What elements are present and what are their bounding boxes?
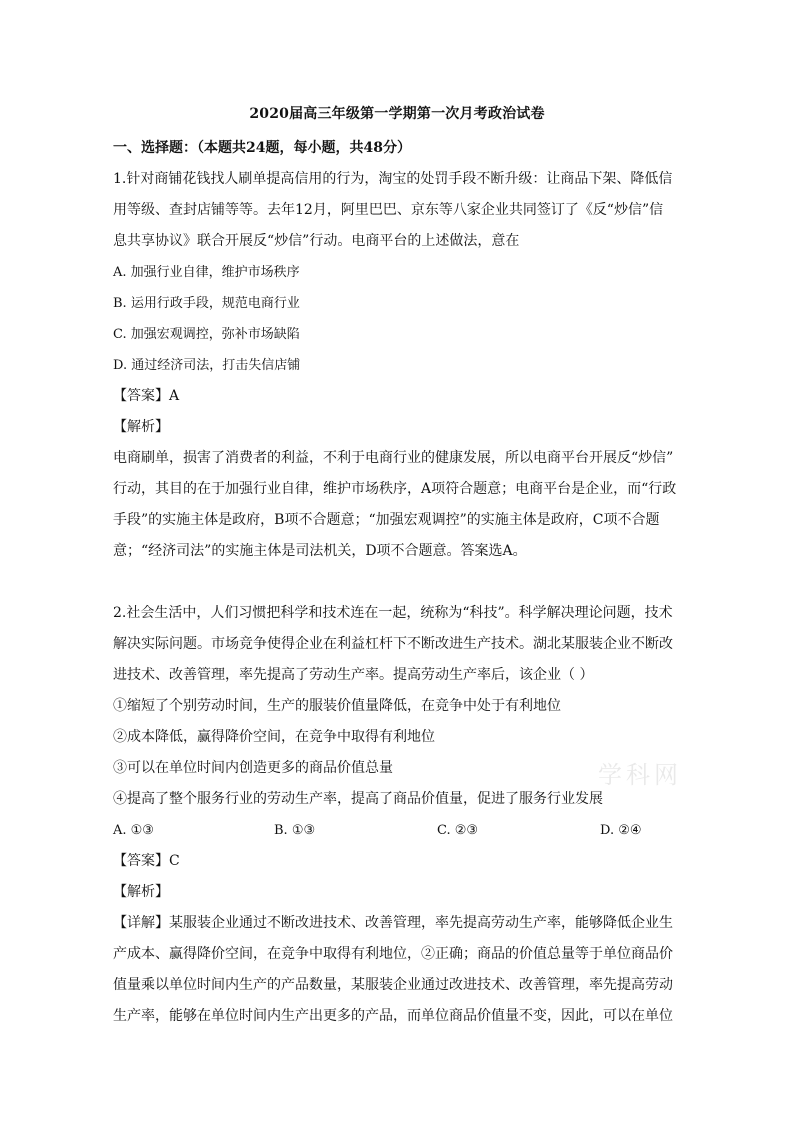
q1-analysis-line: 行动，其目的在于加强行业自律，维护市场秩序，A项符合题意；电商平台是企业，而“行政 <box>113 481 677 497</box>
q2-analysis-line: 产成本、赢得降价空间，在竞争中取得有利地位，②正确；商品的价值总量等于单位商品价 <box>113 946 673 962</box>
q1-answer: 【答案】A <box>113 388 180 404</box>
q2-analysis-line: 值量乘以单位时间内生产的产品数量，某服装企业通过改进技术、改善管理，率先提高劳动 <box>113 977 673 993</box>
q2-choice-c: C. ②③ <box>437 823 479 838</box>
q1-option-b: B. 运用行政手段，规范电商行业 <box>113 296 300 311</box>
q1-option-d: D. 通过经济司法，打击失信店铺 <box>113 358 301 373</box>
q1-analysis-line: 电商刷单，损害了消费者的利益，不利于电商行业的健康发展，所以电商平台开展反“炒信” <box>113 450 674 466</box>
q1-option-a: A. 加强行业自律，维护市场秩序 <box>113 265 300 280</box>
section-heading: 一、选择题：（本题共24题，每小题，共48分） <box>113 140 411 156</box>
q2-stem-line: 解决实际问题。市场竞争使得企业在利益杠杆下不断改进生产技术。湖北某服装企业不断改 <box>113 636 673 652</box>
q2-item-4: ④提高了整个服务行业的劳动生产率，提高了商品价值量，促进了服务行业发展 <box>113 791 603 807</box>
q2-analysis-line: 生产率，能够在单位时间内生产出更多的产品，而单位商品价值量不变，因此，可以在单位 <box>113 1008 673 1024</box>
watermark: 学科网 <box>598 761 682 789</box>
spacer <box>113 567 685 598</box>
q2-stem-line: 进技术、改善管理，率先提高了劳动生产率。提高劳动生产率后，该企业（ ） <box>113 667 594 683</box>
q2-item-3: ③可以在单位时间内创造更多的商品价值总量 <box>113 760 393 776</box>
q1-analysis-line: 意；“经济司法”的实施主体是司法机关，D项不合题意。答案选A。 <box>113 543 527 559</box>
q1-stem-line: 息共享协议》联合开展反“炒信”行动。电商平台的上述做法，意在 <box>113 233 520 249</box>
q1-analysis-label: 【解析】 <box>113 419 169 435</box>
document-body <box>113 133 685 1032</box>
page-title: 2020届高三年级第一学期第一次月考政治试卷 <box>249 106 545 122</box>
q2-answer: 【答案】C <box>113 853 180 869</box>
q2-choices <box>113 815 685 846</box>
q1-option-c: C. 加强宏观调控，弥补市场缺陷 <box>113 327 300 342</box>
q2-item-2: ②成本降低，赢得降价空间，在竞争中取得有利地位 <box>113 729 435 745</box>
q2-choice-b: B. ①③ <box>274 823 316 838</box>
q2-stem-line: 2.社会生活中，人们习惯把科学和技术连在一起，统称为“科技”。科学解决理论问题，技术 <box>113 605 673 621</box>
q1-stem-line: 1.针对商铺花钱找人刷单提高信用的行为，淘宝的处罚手段不断升级：让商品下架、降低信 <box>113 171 673 187</box>
q2-choice-d: D. ②④ <box>600 823 642 838</box>
q2-choice-a: A. ①③ <box>113 823 154 838</box>
q1-analysis-line: 手段”的实施主体是政府，B项不合题意；“加强宏观调控”的实施主体是政府，C项不合题 <box>113 512 660 528</box>
q2-analysis-line: 【详解】某服装企业通过不断改进技术、改善管理，率先提高劳动生产率，能够降低企业生 <box>113 915 673 931</box>
q1-stem-line: 用等级、查封店铺等等。去年12月，阿里巴巴、京东等八家企业共同签订了《反“炒信”信 <box>113 202 664 218</box>
q2-analysis-label: 【解析】 <box>113 884 169 900</box>
q2-item-1: ①缩短了个别劳动时间，生产的服装价值量降低，在竞争中处于有利地位 <box>113 698 561 714</box>
